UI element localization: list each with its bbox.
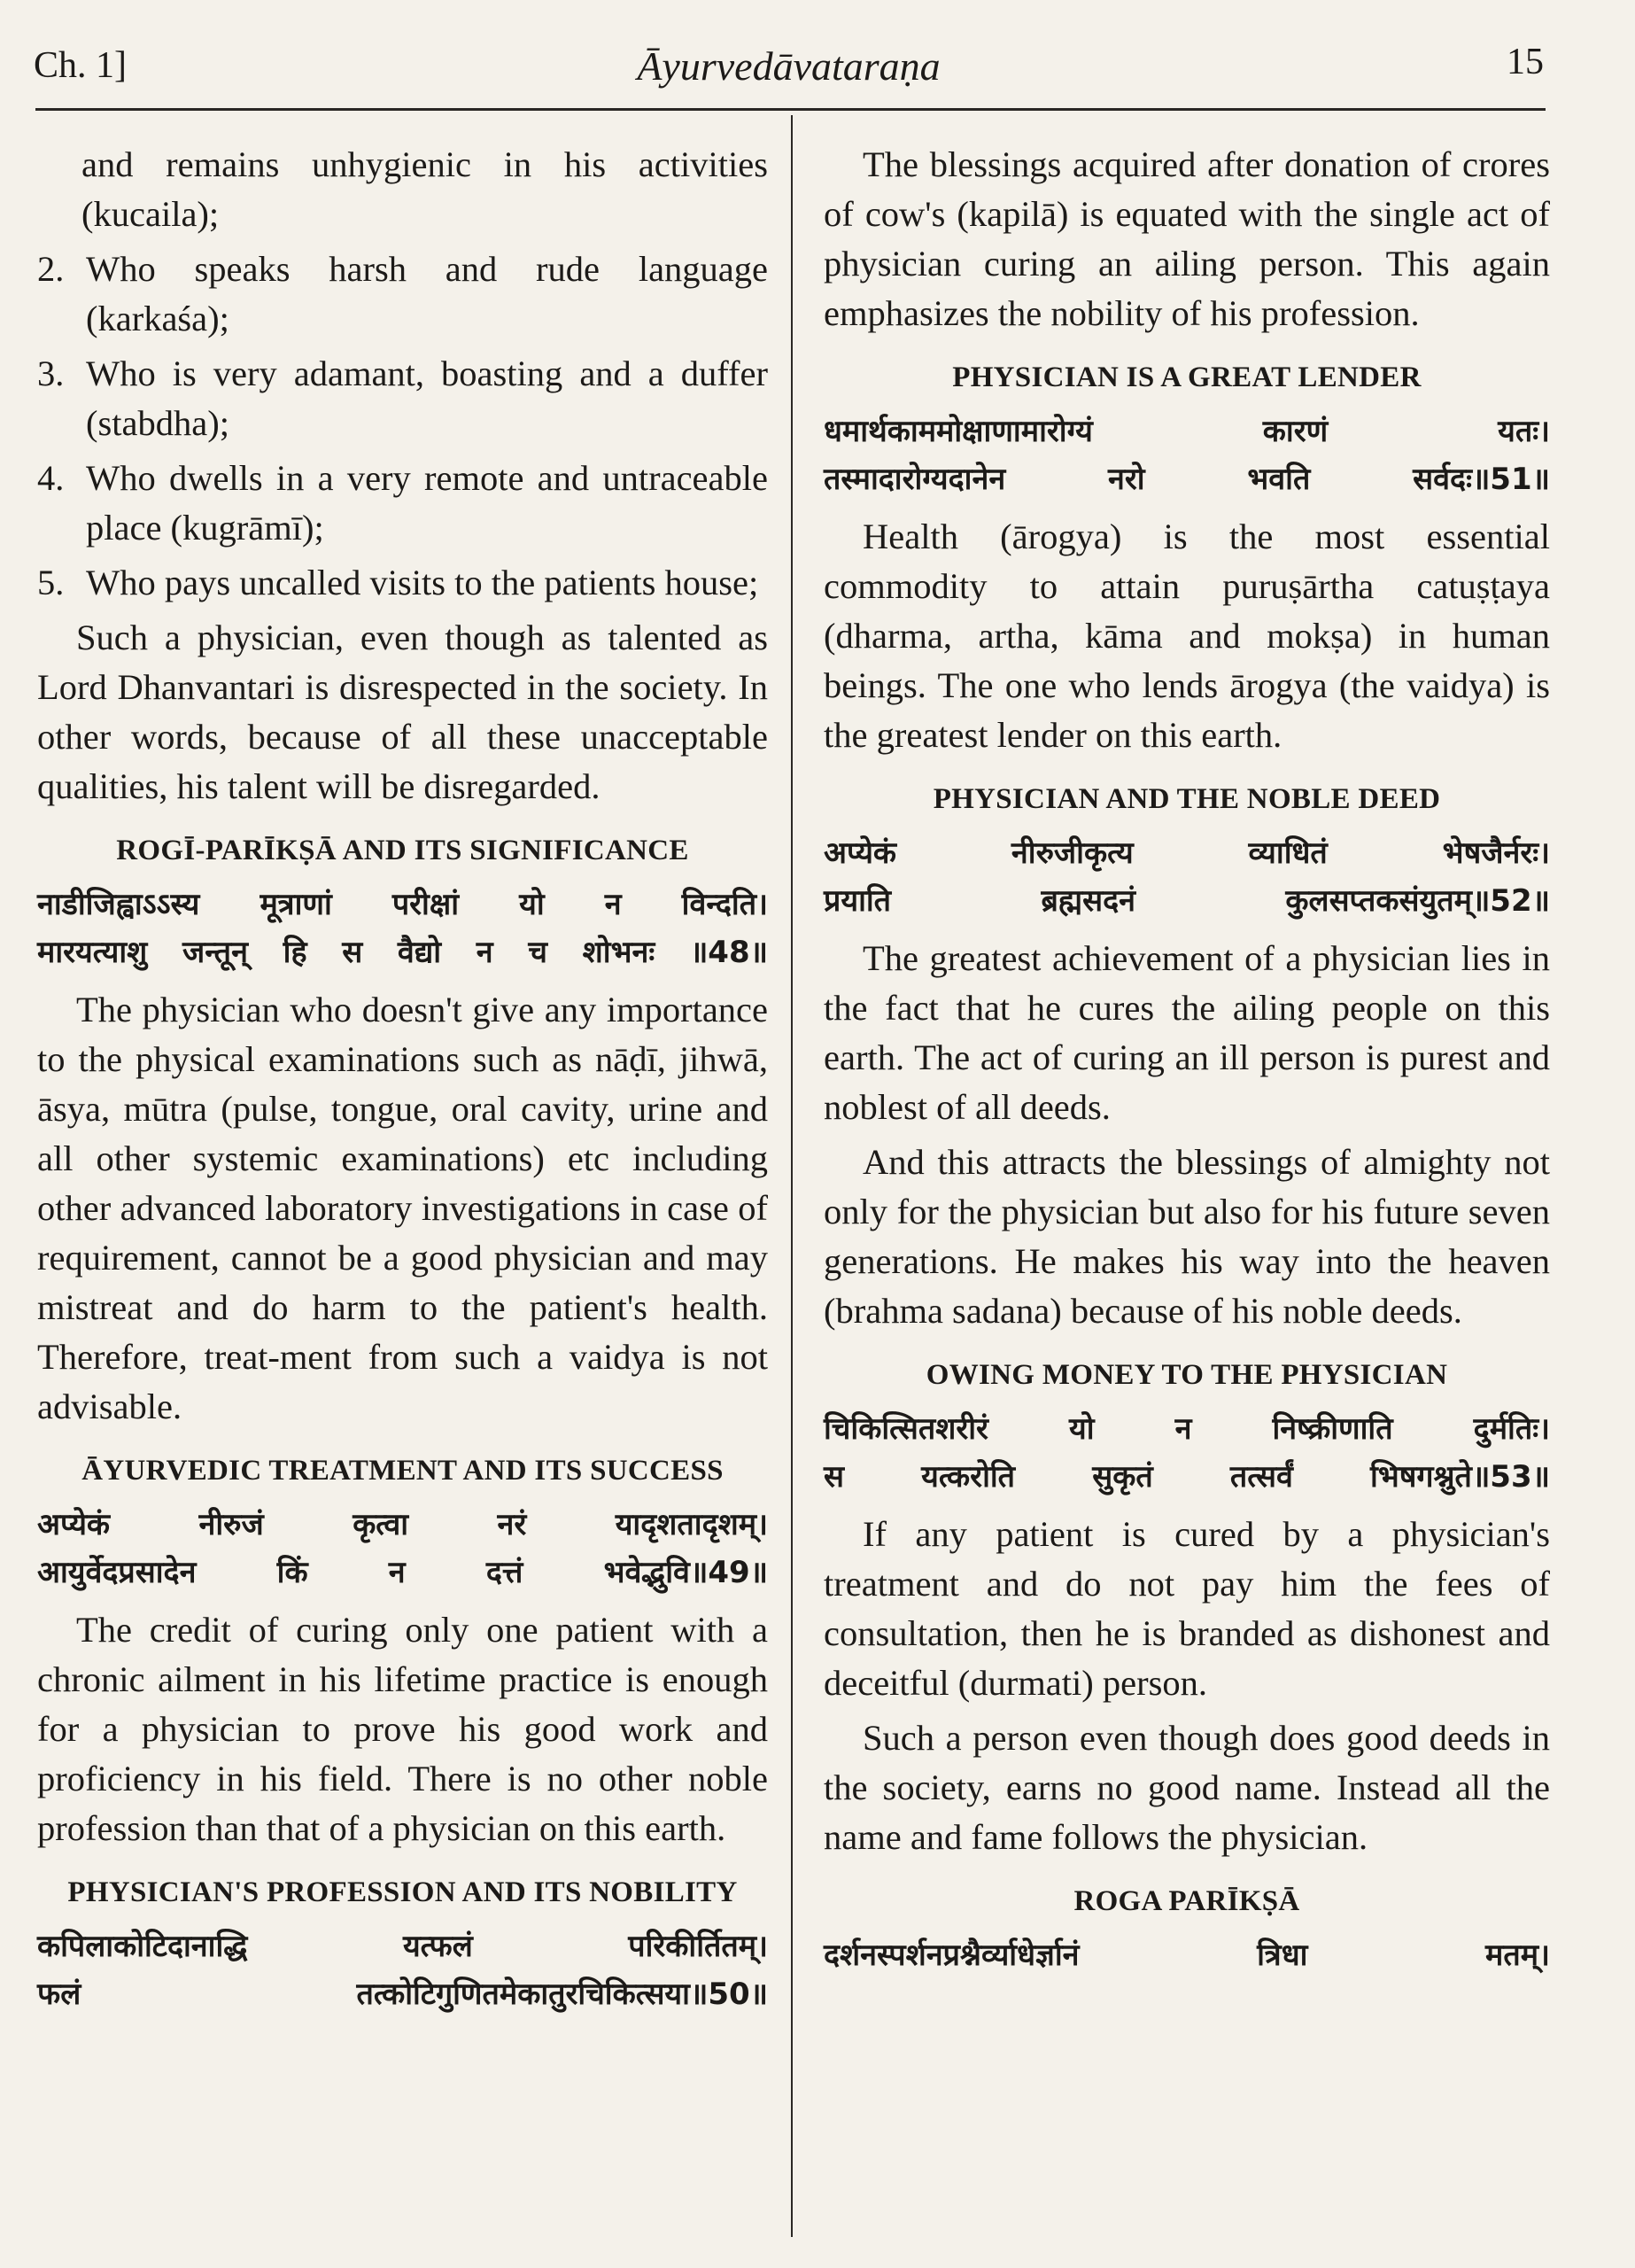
verse-line: धमार्थकाममोक्षाणामारोग्यं कारणं यतः। (824, 414, 1550, 449)
list-item (37, 558, 768, 608)
chapter-label: Ch. 1] (34, 45, 127, 86)
verse-line: प्रयाति ब्रह्मसदनं कुलसप्तकसंयुतम्॥52॥ (824, 883, 1550, 919)
verse-line: कपिलाकोटिदानाद्धि यत्फलं परिकीर्तितम्। (37, 1929, 768, 1964)
list-item (37, 349, 768, 448)
paragraph: Such a person even though does good deeds in the society, earns no good name. Instead all the name and fame follows the physician. (824, 1718, 1550, 1857)
section-heading: OWING MONEY TO THE PHYSICIAN (926, 1359, 1448, 1391)
paragraph: If any patient is cured by a physician's treatment and do not pay him the fees of consultation, then he is branded as dishonest and deceitful (durmati) person. (824, 1514, 1550, 1703)
paragraph: The credit of curing only one patient with a chronic ailment in his lifetime practice is enough for a physician to prove his good work and proficiency in his field. There is no other noble profession than that of a physician on this earth. (37, 1610, 768, 1848)
header-rule (35, 108, 1546, 111)
list-item (37, 245, 768, 344)
paragraph: And this attracts the blessings of almighty not only for the physician but also for his future seven generations. He makes his way into the heaven (brahma sadana) because of his noble deeds. (824, 1142, 1550, 1331)
paragraph: The greatest achievement of a physician lies in the fact that he cures the ailing people on this earth. The act of curing an ill person is purest and noblest of all deeds. (824, 938, 1550, 1127)
page-number: 15 (1507, 42, 1544, 82)
sanskrit-verse (37, 1501, 768, 1596)
list-number: 3. (37, 353, 65, 393)
list-item (37, 454, 768, 553)
sanskrit-verse (824, 829, 1550, 925)
verse-line: अप्येकं नीरुजं कृत्वा नरं यादृशतादृशम्। (37, 1507, 768, 1542)
sanskrit-verse (37, 881, 768, 976)
verse-line: मारयत्याशु जन्तून् हि स वैद्यो न च शोभनः ॥48॥ (37, 935, 768, 970)
section-heading: ĀYURVEDIC TREATMENT AND ITS SUCCESS (81, 1455, 724, 1487)
paragraph: Such a physician, even though as talented as Lord Dhanvantari is disrespected in the society. In other words, because of all these unacceptable qualities, his talent will be disregarded. (37, 617, 768, 806)
list-text: Who speaks harsh and rude language (karkaśa); (86, 249, 768, 338)
list-number: 5. (37, 563, 65, 602)
sanskrit-verse (824, 1931, 1550, 1979)
left-column (37, 140, 768, 2027)
sanskrit-verse (824, 408, 1550, 503)
list-number: 4. (37, 458, 65, 498)
list-number: 2. (37, 249, 65, 289)
paragraph: Health (ārogya) is the most essential commodity to attain puruṣārtha catuṣṭaya (dharma, artha, kāma and mokṣa) in human beings. The one who lends ārogya (the vaidya) is the greatest lender on this earth. (824, 517, 1550, 755)
verse-line: चिकित्सितशरीरं यो न निष्क्रीणाति दुर्मतिः। (824, 1411, 1550, 1447)
verse-line: स यत्करोति सुकृतं तत्सर्वं भिषगश्नुते॥53॥ (824, 1459, 1550, 1495)
running-header (34, 34, 1544, 105)
list-text: Who dwells in a very remote and untraceable place (kugrāmī); (86, 458, 768, 548)
column-divider (791, 115, 793, 2237)
section-heading: PHYSICIAN IS A GREAT LENDER (952, 361, 1422, 393)
verse-line: फलं तत्कोटिगुणितमेकातुरचिकित्सया॥50॥ (37, 1977, 768, 2012)
list-text: Who pays uncalled visits to the patients house; (86, 563, 759, 602)
verse-line: अप्येकं नीरुजीकृत्य व्याधितं भेषजैर्नरः। (824, 835, 1550, 871)
paragraph: and remains unhygienic in his activities (kucaila); (81, 144, 768, 234)
paragraph: The physician who doesn't give any importance to the physical examinations such as nāḍī, jihwā, āsya, mūtra (pulse, tongue, oral cavity, urine and all other systemic examinations) etc including other advanced laboratory investigations in case of requirement, cannot be a good physician and may mistreat and do harm to the patient's health. Therefore, treat-ment from such a vaidya is not advisable. (37, 990, 768, 1426)
verse-line: दर्शनस्पर्शनप्रश्नैर्व्याधेर्ज्ञानं त्रिधा मतम्। (824, 1938, 1550, 1973)
sanskrit-verse (824, 1405, 1550, 1501)
section-heading: ROGA PARĪKṢĀ (1073, 1885, 1300, 1917)
book-title: Āyurvedāvataraṇa (637, 43, 941, 89)
verse-line: आयुर्वेदप्रसादेन किं न दत्तं भवेद्भुवि॥49॥ (37, 1555, 768, 1590)
verse-line: नाडीजिह्वाऽऽस्य मूत्राणां परीक्षां यो न विन्दति। (37, 887, 768, 922)
list-text: Who is very adamant, boasting and a duffer (stabdha); (86, 353, 768, 443)
section-heading: PHYSICIAN'S PROFESSION AND ITS NOBILITY (67, 1876, 738, 1908)
sanskrit-verse (37, 1922, 768, 2018)
verse-line: तस्मादारोग्यदानेन नरो भवति सर्वदः॥51॥ (824, 462, 1550, 497)
right-column (824, 140, 1550, 1988)
section-heading: PHYSICIAN AND THE NOBLE DEED (933, 783, 1441, 815)
paragraph: The blessings acquired after donation of crores of cow's (kapilā) is equated with the single act of physician curing an ailing person. This again emphasizes the nobility of his profession. (824, 144, 1550, 333)
section-heading: ROGĪ-PARĪKṢĀ AND ITS SIGNIFICANCE (116, 835, 689, 866)
